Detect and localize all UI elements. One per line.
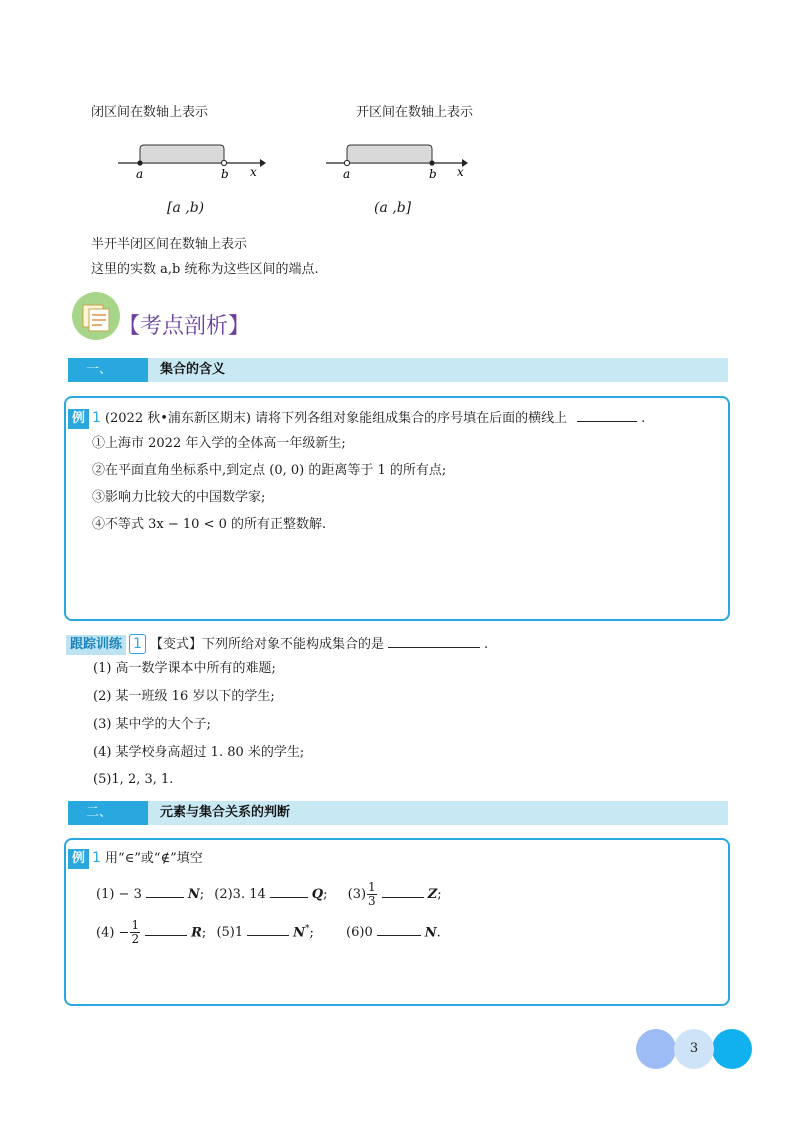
label-x: x xyxy=(457,165,464,179)
axis-arrow-icon xyxy=(260,159,266,167)
list-item: ①上海市 2022 年入学的全体高一年级新生; xyxy=(92,436,346,451)
list-item: (3) 某中学的大个子; xyxy=(93,717,211,732)
notebook-icon xyxy=(72,292,120,340)
answer-blank[interactable] xyxy=(377,921,421,936)
answer-blank[interactable] xyxy=(388,633,480,648)
example-stem-text: (2022 秋•浦东新区期末) 请将下列各组对象能组成集合的序号填在后面的横线上 xyxy=(104,411,568,426)
section-heading: 【考点剖析】 xyxy=(118,314,251,339)
section-title: 元素与集合关系的判断 xyxy=(160,805,291,820)
answer-blank[interactable] xyxy=(382,883,424,898)
practice-stem-text: 【变式】下列所给对象不能构成集合的是 xyxy=(149,637,384,652)
list-item: (1) 高一数学课本中所有的难题; xyxy=(93,661,276,676)
example-stem: 例 1 (2022 秋•浦东新区期末) 请将下列各组对象能组成集合的序号填在后面的横线上 . xyxy=(68,407,645,429)
label-b: b xyxy=(221,167,229,181)
page-decoration-circle xyxy=(636,1029,676,1069)
fraction: $\frac{1}{3}$ xyxy=(368,880,376,908)
page-decoration-circle xyxy=(712,1029,752,1069)
example-box-2 xyxy=(64,838,730,1006)
answer-blank[interactable] xyxy=(270,883,308,898)
section-title: 集合的含义 xyxy=(160,362,226,377)
list-item: ②在平面直角坐标系中,到定点 (0, 0) 的距离等于 1 的所有点; xyxy=(92,463,447,478)
example-number: 1 xyxy=(92,850,101,866)
list-item: (5)1, 2, 3, 1. xyxy=(93,772,174,787)
open-endpoint-b xyxy=(221,160,226,165)
answer-blank[interactable] xyxy=(247,921,289,936)
list-item: (2) 某一班级 16 岁以下的学生; xyxy=(93,689,275,704)
label-b: b xyxy=(429,167,437,181)
practice-tag: 跟踪训练 xyxy=(66,635,126,655)
fill-row-1: (1) − 3 N; (2)3. 14 Q; (3) $\frac{1}{3}$ Z; xyxy=(96,880,442,908)
example-tag: 例 xyxy=(68,849,89,869)
example-number: 1 xyxy=(92,410,101,426)
number-line-open-closed xyxy=(318,138,478,184)
label-a: a xyxy=(343,167,351,181)
list-item: ④不等式 3x − 10 < 0 的所有正整数解. xyxy=(92,517,327,532)
practice-number: 1 xyxy=(129,634,146,654)
label-a: a xyxy=(136,167,144,181)
fraction: $\frac{1}{2}$ xyxy=(131,918,140,947)
answer-blank[interactable] xyxy=(577,407,637,422)
fill-row-2: (4) − $\frac{1}{2}$ R; (5)1 N*; (6)0 N. xyxy=(96,918,441,947)
example-stem-text: 用“∈”或“∉”填空 xyxy=(104,851,203,866)
interval-notation-left: [a ,b) xyxy=(167,200,205,216)
section-number: 一、 xyxy=(68,358,148,382)
example-box-1 xyxy=(64,396,730,621)
open-endpoint-a xyxy=(344,160,349,165)
closed-interval-caption: 闭区间在数轴上表示 xyxy=(91,105,209,120)
half-open-caption: 半开半闭区间在数轴上表示 xyxy=(91,237,248,252)
example-tag: 例 xyxy=(68,409,89,429)
interval-bar xyxy=(347,145,432,163)
endpoints-note: 这里的实数 a,b 统称为这些区间的端点. xyxy=(91,262,319,277)
answer-blank[interactable] xyxy=(146,883,184,898)
number-line-closed-open xyxy=(110,138,270,184)
practice-stem: 跟踪训练 1 【变式】下列所给对象不能构成集合的是 . xyxy=(66,633,488,655)
answer-blank[interactable] xyxy=(145,921,187,936)
section-bar-2 xyxy=(68,801,728,825)
section-bar-1 xyxy=(68,358,728,382)
interval-bar xyxy=(140,145,224,163)
closed-endpoint-b xyxy=(429,160,434,165)
label-x: x xyxy=(250,165,257,179)
example-stem xyxy=(68,849,203,869)
list-item: (4) 某学校身高超过 1. 80 米的学生; xyxy=(93,745,305,760)
section-number: 二、 xyxy=(68,801,148,825)
list-item: ③影响力比较大的中国数学家; xyxy=(92,490,266,505)
closed-endpoint-a xyxy=(137,160,142,165)
interval-notation-right: (a ,b] xyxy=(374,200,412,216)
page-number: 3 xyxy=(674,1029,714,1069)
open-interval-caption: 开区间在数轴上表示 xyxy=(356,105,474,120)
